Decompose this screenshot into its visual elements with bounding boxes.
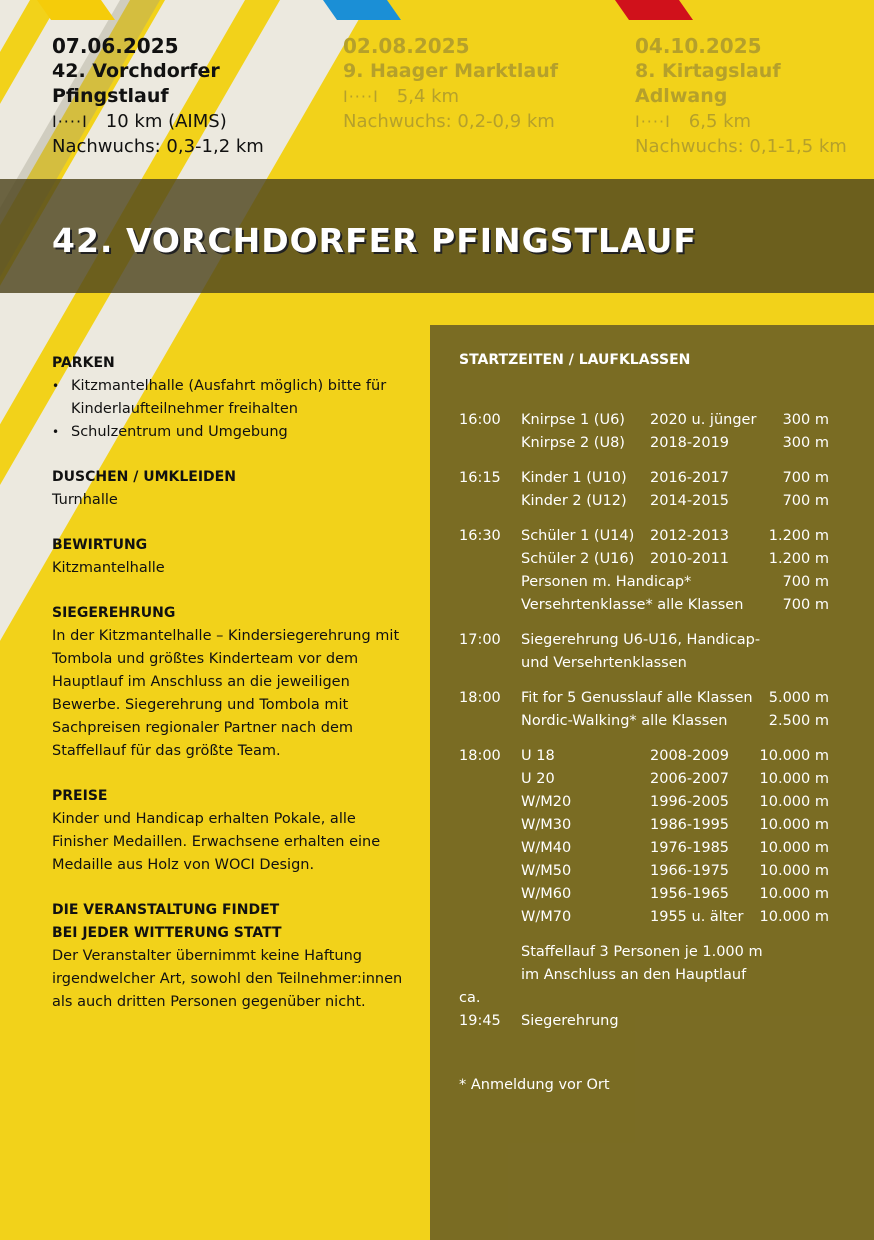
- start-time: ca.: [459, 990, 481, 1006]
- schedule-group: [459, 467, 829, 513]
- section-heading: PREISE: [52, 788, 108, 804]
- birth-years: 2008-2009: [650, 748, 730, 764]
- race-class: W/M20: [521, 794, 572, 810]
- race-distance: 700 m: [782, 493, 829, 509]
- race-class: W/M50: [521, 863, 572, 879]
- race-class: Kinder 2 (U12): [521, 493, 627, 509]
- race-date: 07.06.2025: [52, 34, 179, 58]
- birth-years: 2010-2011: [650, 551, 730, 567]
- section-text: Turnhalle: [52, 492, 118, 508]
- start-time: [459, 883, 521, 906]
- race-class: Knirpse 1 (U6): [521, 412, 625, 428]
- schedule-row: [459, 745, 829, 768]
- race-class: U 18: [521, 748, 555, 764]
- schedule-description: Personen m. Handicap*: [521, 574, 692, 590]
- start-time: 18:00: [459, 690, 501, 706]
- birth-years: 1955 u. älter: [650, 909, 744, 925]
- schedule-panel: [430, 325, 874, 1240]
- birth-years: 2018-2019: [650, 435, 730, 451]
- info-column: [52, 352, 412, 1036]
- section-bewirtung: [52, 534, 412, 580]
- race-distance: 1.200 m: [768, 528, 829, 544]
- race-class: Knirpse 2 (U8): [521, 435, 625, 451]
- schedule-row: [459, 710, 829, 733]
- race-youth: Nachwuchs: 0,3-1,2 km: [52, 136, 264, 157]
- race-distance: 10 km (AIMS): [105, 111, 227, 132]
- schedule-description: Fit for 5 Genusslauf alle Klassen: [521, 690, 753, 706]
- race-distance: 300 m: [782, 435, 829, 451]
- page-title: 42. VORCHDORFER PFINGSTLAUF: [52, 221, 697, 260]
- schedule-row: [459, 629, 829, 652]
- race-name: 42. Vorchdorfer: [52, 60, 220, 82]
- race-distance: 10.000 m: [759, 817, 829, 833]
- schedule-description: Siegerehrung: [521, 1013, 619, 1029]
- start-time: [459, 941, 521, 964]
- blue-tab: [323, 0, 401, 20]
- birth-years: 1996-2005: [650, 794, 730, 810]
- race-card-vorchdorf: [52, 34, 264, 159]
- schedule-row: [459, 432, 829, 455]
- race-distance: 300 m: [782, 412, 829, 428]
- race-distance: 700 m: [782, 597, 829, 613]
- race-distance: 5,4 km: [396, 86, 460, 107]
- race-class: U 20: [521, 771, 555, 787]
- schedule-row: [459, 467, 829, 490]
- yellow-tab: [37, 0, 115, 20]
- section-heading: DUSCHEN / UMKLEIDEN: [52, 469, 236, 485]
- race-distance: 5.000 m: [768, 690, 829, 706]
- race-date: 02.08.2025: [343, 34, 470, 58]
- race-name-line2: Pfingstlauf: [52, 85, 169, 107]
- start-time: [459, 490, 521, 513]
- schedule-row: [459, 906, 829, 929]
- birth-years: 2016-2017: [650, 470, 730, 486]
- start-time: [459, 837, 521, 860]
- start-time: [459, 432, 521, 455]
- schedule-description: und Versehrtenklassen: [521, 655, 687, 671]
- schedule-table: [459, 409, 829, 1045]
- schedule-description: [521, 987, 829, 1010]
- start-time: 17:00: [459, 632, 501, 648]
- schedule-group: [459, 525, 829, 617]
- schedule-row: [459, 941, 829, 964]
- start-time: 16:00: [459, 412, 501, 428]
- race-distance: 10.000 m: [759, 863, 829, 879]
- schedule-row: [459, 687, 829, 710]
- section-heading: BEWIRTUNG: [52, 537, 148, 553]
- distance-ruler-icon: I····I: [343, 87, 379, 106]
- race-name: 8. Kirtagslauf Adlwang: [635, 60, 781, 107]
- schedule-row: [459, 490, 829, 513]
- schedule-row: [459, 768, 829, 791]
- race-distance: 10.000 m: [759, 909, 829, 925]
- schedule-description: im Anschluss an den Hauptlauf: [521, 967, 747, 983]
- race-distance: 6,5 km: [688, 111, 752, 132]
- schedule-group: [459, 409, 829, 455]
- start-time: [459, 791, 521, 814]
- schedule-row: [459, 1010, 829, 1033]
- schedule-row: [459, 652, 829, 675]
- schedule-row: [459, 571, 829, 594]
- birth-years: 1956-1965: [650, 886, 730, 902]
- section-siegerehrung: [52, 602, 412, 763]
- race-name: 9. Haager Marktlauf: [343, 60, 559, 82]
- schedule-group: [459, 745, 829, 929]
- section-parken: [52, 352, 412, 444]
- start-time: [459, 814, 521, 837]
- start-time: 18:00: [459, 748, 501, 764]
- schedule-row: [459, 987, 829, 1010]
- race-card-adlwang: [635, 34, 874, 159]
- race-class: W/M30: [521, 817, 572, 833]
- birth-years: 1986-1995: [650, 817, 730, 833]
- schedule-description: Versehrtenklasse* alle Klassen: [521, 597, 744, 613]
- start-time: [459, 964, 521, 987]
- section-heading: SIEGEREHRUNG: [52, 605, 176, 621]
- race-distance: 10.000 m: [759, 748, 829, 764]
- schedule-group: [459, 629, 829, 675]
- section-duschen: [52, 466, 412, 512]
- race-distance: 10.000 m: [759, 794, 829, 810]
- race-distance: 10.000 m: [759, 771, 829, 787]
- birth-years: 2014-2015: [650, 493, 730, 509]
- section-text: Der Veranstalter übernimmt keine Haftung irgendwelcher Art, sowohl den Teilnehmer:innen als auch dritten Personen gegenüber nicht.: [52, 948, 403, 1010]
- title-banner: [0, 179, 874, 293]
- section-text: Kinder und Handicap erhalten Pokale, alle Finisher Medaillen. Erwachsene erhalten eine Medaille aus Holz von WOCI Design.: [52, 811, 381, 873]
- start-time: [459, 594, 521, 617]
- birth-years: 1966-1975: [650, 863, 730, 879]
- birth-years: 2006-2007: [650, 771, 730, 787]
- distance-ruler-icon: I····I: [52, 112, 88, 131]
- race-class: W/M40: [521, 840, 572, 856]
- schedule-row: [459, 409, 829, 432]
- schedule-row: [459, 525, 829, 548]
- section-preise: [52, 785, 412, 877]
- start-time: [459, 860, 521, 883]
- start-time: [459, 710, 521, 733]
- race-distance: 2.500 m: [768, 713, 829, 729]
- schedule-description: Siegerehrung U6-U16, Handicap-: [521, 632, 761, 648]
- start-time: [459, 652, 521, 675]
- race-youth: Nachwuchs: 0,2-0,9 km: [343, 111, 555, 132]
- start-time: 19:45: [459, 1013, 501, 1029]
- start-time: [459, 768, 521, 791]
- schedule-group: [459, 941, 829, 1033]
- schedule-row: [459, 964, 829, 987]
- race-class: Schüler 2 (U16): [521, 551, 635, 567]
- start-time: [459, 571, 521, 594]
- schedule-row: [459, 814, 829, 837]
- race-class: Kinder 1 (U10): [521, 470, 627, 486]
- start-time: [459, 548, 521, 571]
- schedule-row: [459, 594, 829, 617]
- race-card-haag: [343, 34, 558, 134]
- race-distance: 1.200 m: [768, 551, 829, 567]
- schedule-group: [459, 687, 829, 733]
- footnote: * Anmeldung vor Ort: [459, 1077, 610, 1093]
- birth-years: 2012-2013: [650, 528, 730, 544]
- race-class: Schüler 1 (U14): [521, 528, 635, 544]
- schedule-row: [459, 837, 829, 860]
- schedule-row: [459, 548, 829, 571]
- section-heading: DIE VERANSTALTUNG FINDET: [52, 902, 280, 918]
- section-heading-line2: BEI JEDER WITTERUNG STATT: [52, 925, 282, 941]
- section-wetter: [52, 899, 412, 1014]
- section-heading: PARKEN: [52, 355, 115, 371]
- distance-ruler-icon: I····I: [635, 112, 671, 131]
- start-time: [459, 906, 521, 929]
- start-time: 16:15: [459, 470, 501, 486]
- schedule-description: Staffellauf 3 Personen je 1.000 m: [521, 944, 763, 960]
- birth-years: 1976-1985: [650, 840, 730, 856]
- schedule-row: [459, 883, 829, 906]
- race-youth: Nachwuchs: 0,1-1,5 km: [635, 136, 847, 157]
- schedule-description: Nordic-Walking* alle Klassen: [521, 713, 728, 729]
- race-class: W/M60: [521, 886, 572, 902]
- schedule-title: STARTZEITEN / LAUFKLASSEN: [459, 352, 691, 368]
- birth-years: 2020 u. jünger: [650, 412, 757, 428]
- race-distance: 10.000 m: [759, 886, 829, 902]
- red-tab: [615, 0, 693, 20]
- schedule-row: [459, 860, 829, 883]
- section-text: In der Kitzmantelhalle – Kindersiegerehrung mit Tombola und größtes Kinderteam vor dem Hauptlauf im Anschluss an die jeweiligen Bewerbe. Siegerehrung und Tombola mit Sachpreisen regionaler Partner nach dem Staffellauf für das größte Team.: [52, 628, 400, 759]
- race-class: W/M70: [521, 909, 572, 925]
- race-distance: 700 m: [782, 470, 829, 486]
- race-distance: 700 m: [782, 574, 829, 590]
- race-distance: 10.000 m: [759, 840, 829, 856]
- list-item: • Kitzmantelhalle (Ausfahrt möglich) bitte für Kinderlaufteilnehmer freihalten: [52, 375, 412, 421]
- schedule-row: [459, 791, 829, 814]
- race-date: 04.10.2025: [635, 34, 762, 58]
- list-item: • Schulzentrum und Umgebung: [52, 421, 412, 444]
- section-text: Kitzmantelhalle: [52, 560, 165, 576]
- start-time: 16:30: [459, 528, 501, 544]
